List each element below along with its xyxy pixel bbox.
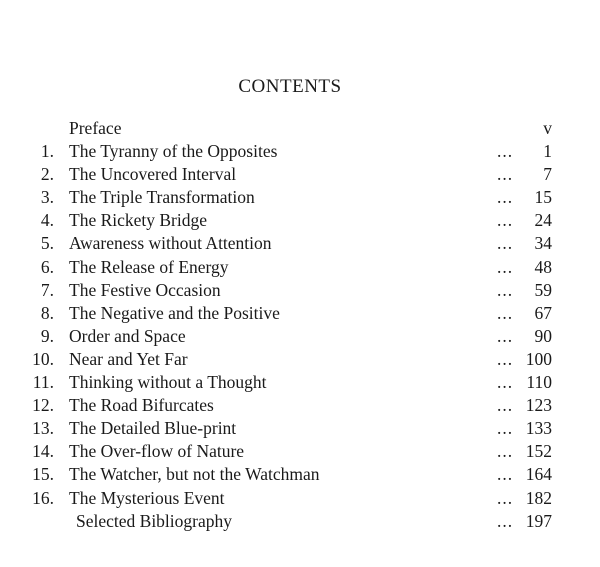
entry-page-number: 110 <box>526 372 552 393</box>
entry-title: The Uncovered Interval <box>69 164 237 185</box>
entry-leader: ... <box>497 187 514 208</box>
entry-page-number: 197 <box>525 510 552 531</box>
entry-number: 16. <box>32 487 54 508</box>
entry-number: 11. <box>32 372 54 393</box>
entry-title: The Detailed Blue-print <box>69 418 237 439</box>
entry-title: The Rickety Bridge <box>69 210 208 231</box>
toc-entry <box>0 302 600 325</box>
entry-page-number: 123 <box>525 395 552 416</box>
entry-page-number: 100 <box>525 348 552 369</box>
entry-number: 12. <box>32 395 54 416</box>
entry-page-number: 48 <box>534 256 552 277</box>
entry-page-number: 152 <box>525 441 552 462</box>
entry-number: 5. <box>40 233 54 254</box>
entry-leader: ... <box>497 141 514 162</box>
entry-number: 8. <box>40 302 54 323</box>
toc-entry <box>0 417 600 440</box>
entry-leader: ... <box>497 487 514 508</box>
entry-leader: ... <box>497 210 514 231</box>
entry-title: Near and Yet Far <box>69 348 188 369</box>
entry-number: 10. <box>32 348 54 369</box>
toc-entry-preface <box>0 117 600 140</box>
entry-leader: ... <box>497 441 514 462</box>
entry-leader: ... <box>497 256 514 277</box>
toc-list <box>0 117 600 533</box>
entry-leader: ... <box>497 348 514 369</box>
entry-number: 13. <box>32 418 54 439</box>
entry-page-number: 24 <box>534 210 552 231</box>
entry-page-number: 67 <box>534 302 552 323</box>
toc-entry <box>0 463 600 486</box>
entry-page-number: 164 <box>525 464 552 485</box>
entry-title: The Mysterious Event <box>69 487 225 508</box>
entry-page-number: 133 <box>525 418 552 439</box>
toc-entry <box>0 186 600 209</box>
toc-entry <box>0 163 600 186</box>
entry-number: 3. <box>40 187 54 208</box>
entry-page-number: 1 <box>543 141 552 162</box>
entry-title: Selected Bibliography <box>76 510 233 531</box>
entry-leader: ... <box>497 418 514 439</box>
toc-entry <box>0 209 600 232</box>
toc-entry <box>0 487 600 510</box>
entry-title: The Triple Transformation <box>69 187 255 208</box>
entry-number: 7. <box>40 279 54 300</box>
entry-number: 14. <box>32 441 54 462</box>
entry-title: The Release of Energy <box>69 256 229 277</box>
entry-title: The Watcher, but not the Watchman <box>69 464 320 485</box>
entry-number: 6. <box>40 256 54 277</box>
entry-title: The Over-flow of Nature <box>69 441 245 462</box>
entry-title: The Road Bifurcates <box>69 395 214 416</box>
entry-number: 9. <box>40 325 54 346</box>
entry-title: The Tyranny of the Opposites <box>69 141 278 162</box>
toc-entry <box>0 232 600 255</box>
entry-title: The Negative and the Positive <box>69 302 280 323</box>
toc-entry <box>0 325 600 348</box>
entry-title: Thinking without a Thought <box>69 372 267 393</box>
entry-page-number: 7 <box>543 164 552 185</box>
entry-leader: ... <box>497 279 514 300</box>
toc-entry <box>0 256 600 279</box>
entry-number: 4. <box>40 210 54 231</box>
entry-leader: ... <box>497 302 514 323</box>
toc-entry <box>0 140 600 163</box>
entry-title: Awareness without Attention <box>69 233 272 254</box>
entry-title: Preface <box>69 118 122 138</box>
toc-entry <box>0 279 600 302</box>
entry-title: Order and Space <box>69 325 186 346</box>
contents-heading: CONTENTS <box>238 76 342 97</box>
toc-entry <box>0 348 600 371</box>
entry-leader: ... <box>497 464 514 485</box>
toc-entry <box>0 394 600 417</box>
entry-page-number: v <box>543 118 552 138</box>
entry-leader: ... <box>497 325 514 346</box>
entry-leader: ... <box>497 164 514 185</box>
entry-page-number: 90 <box>534 325 552 346</box>
toc-entry-bibliography <box>0 510 600 533</box>
entry-number: 1. <box>40 141 54 162</box>
toc-entry <box>0 371 600 394</box>
entry-page-number: 34 <box>534 233 552 254</box>
entry-number: 2. <box>40 164 54 185</box>
entry-title: The Festive Occasion <box>69 279 221 300</box>
entry-leader: ... <box>497 510 514 531</box>
toc-entry <box>0 440 600 463</box>
entry-number: 15. <box>32 464 54 485</box>
entry-page-number: 15 <box>534 187 552 208</box>
entry-leader: ... <box>497 372 514 393</box>
entry-leader: ... <box>497 233 514 254</box>
entry-leader: ... <box>497 395 514 416</box>
entry-page-number: 59 <box>534 279 552 300</box>
entry-page-number: 182 <box>525 487 552 508</box>
